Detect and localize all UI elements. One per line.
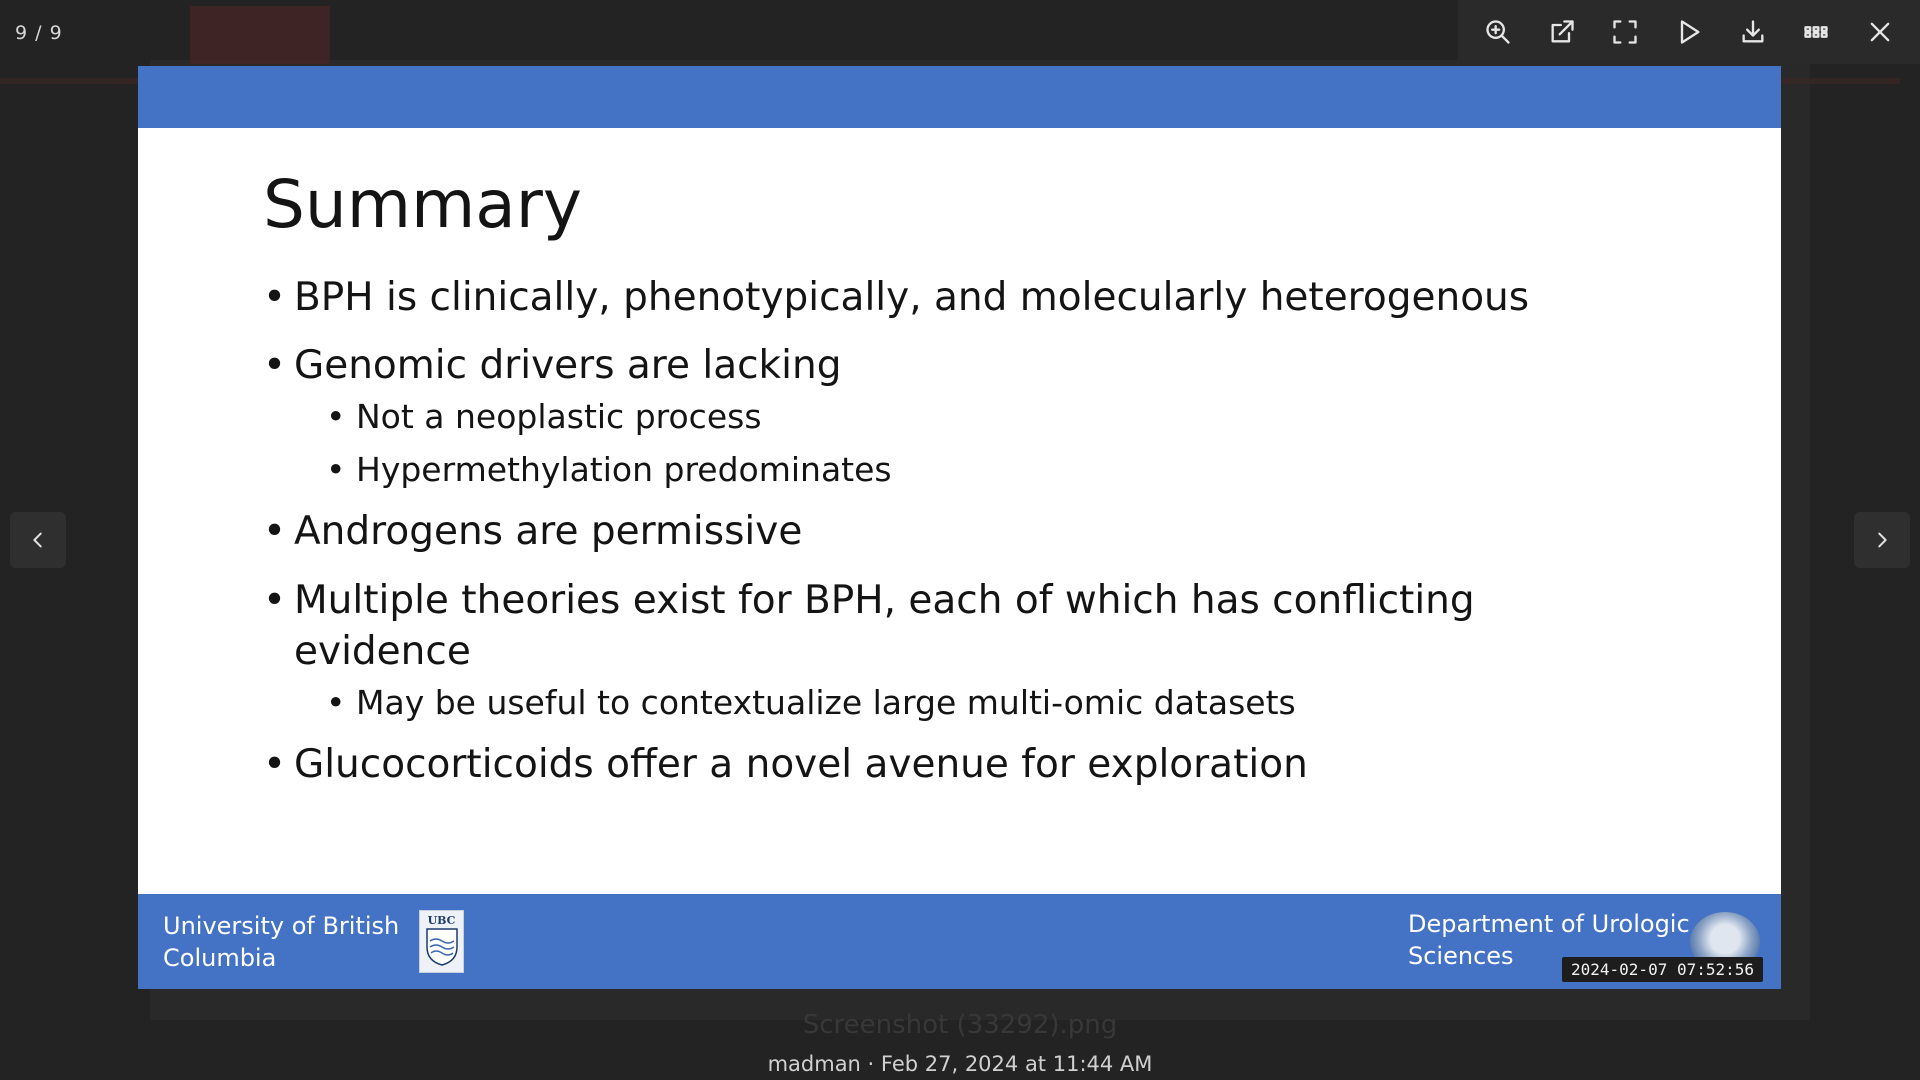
bullet-item: • BPH is clinically, phenotypically, and molecularly heterogenous — [263, 272, 1683, 323]
download-button[interactable] — [1731, 10, 1775, 54]
chevron-left-icon — [27, 529, 49, 551]
university-name-line: University of British — [163, 912, 400, 940]
department-name-line: Sciences — [1408, 942, 1514, 970]
fullscreen-button[interactable] — [1603, 10, 1647, 54]
department-name-line: Department of Urologic — [1408, 910, 1690, 938]
bullet-item: • Genomic drivers are lacking — [263, 340, 1683, 391]
crest-shield-icon — [425, 927, 459, 967]
bullet-list — [263, 272, 1683, 807]
zoom-in-button[interactable] — [1476, 10, 1520, 54]
university-name-line: Columbia — [163, 944, 277, 972]
sub-bullet-item: • May be useful to contextualize large multi-omic datasets — [263, 681, 1683, 725]
close-icon — [1866, 18, 1894, 46]
background-element — [190, 6, 330, 64]
chevron-right-icon — [1871, 529, 1893, 551]
slide-image — [138, 66, 1781, 989]
sub-bullet-item: • Hypermethylation predominates — [263, 448, 1683, 492]
image-caption: madman · Feb 27, 2024 at 11:44 AM — [767, 1052, 1153, 1076]
university-name — [163, 910, 403, 974]
next-button[interactable] — [1854, 512, 1910, 568]
image-counter: 9 / 9 — [15, 22, 63, 44]
bullet-item: • Glucocorticoids offer a novel avenue for exploration — [263, 739, 1683, 790]
slide-header-bar — [138, 66, 1781, 128]
external-link-icon — [1548, 18, 1576, 46]
zoom-in-icon — [1484, 18, 1512, 46]
download-icon — [1739, 18, 1767, 46]
fullscreen-icon — [1611, 18, 1639, 46]
play-icon — [1675, 18, 1703, 46]
thumbnails-button[interactable] — [1794, 10, 1838, 54]
slide-footer-bar — [138, 894, 1781, 989]
bullet-item: • Multiple theories exist for BPH, each of which has conflicting evidence — [263, 575, 1494, 677]
close-button[interactable] — [1858, 10, 1902, 54]
open-external-button[interactable] — [1540, 10, 1584, 54]
grid-icon — [1802, 18, 1830, 46]
previous-button[interactable] — [10, 512, 66, 568]
slideshow-button[interactable] — [1667, 10, 1711, 54]
viewer-toolbar — [1458, 0, 1920, 64]
sub-bullet-item: • Not a neoplastic process — [263, 395, 1683, 439]
slide-title: Summary — [263, 166, 582, 243]
ubc-crest-logo: UBC — [419, 910, 464, 973]
bullet-item: • Androgens are permissive — [263, 506, 1683, 557]
timestamp-overlay: 2024-02-07 07:52:56 — [1562, 957, 1763, 982]
image-filename: Screenshot (33292).png — [802, 1010, 1118, 1040]
